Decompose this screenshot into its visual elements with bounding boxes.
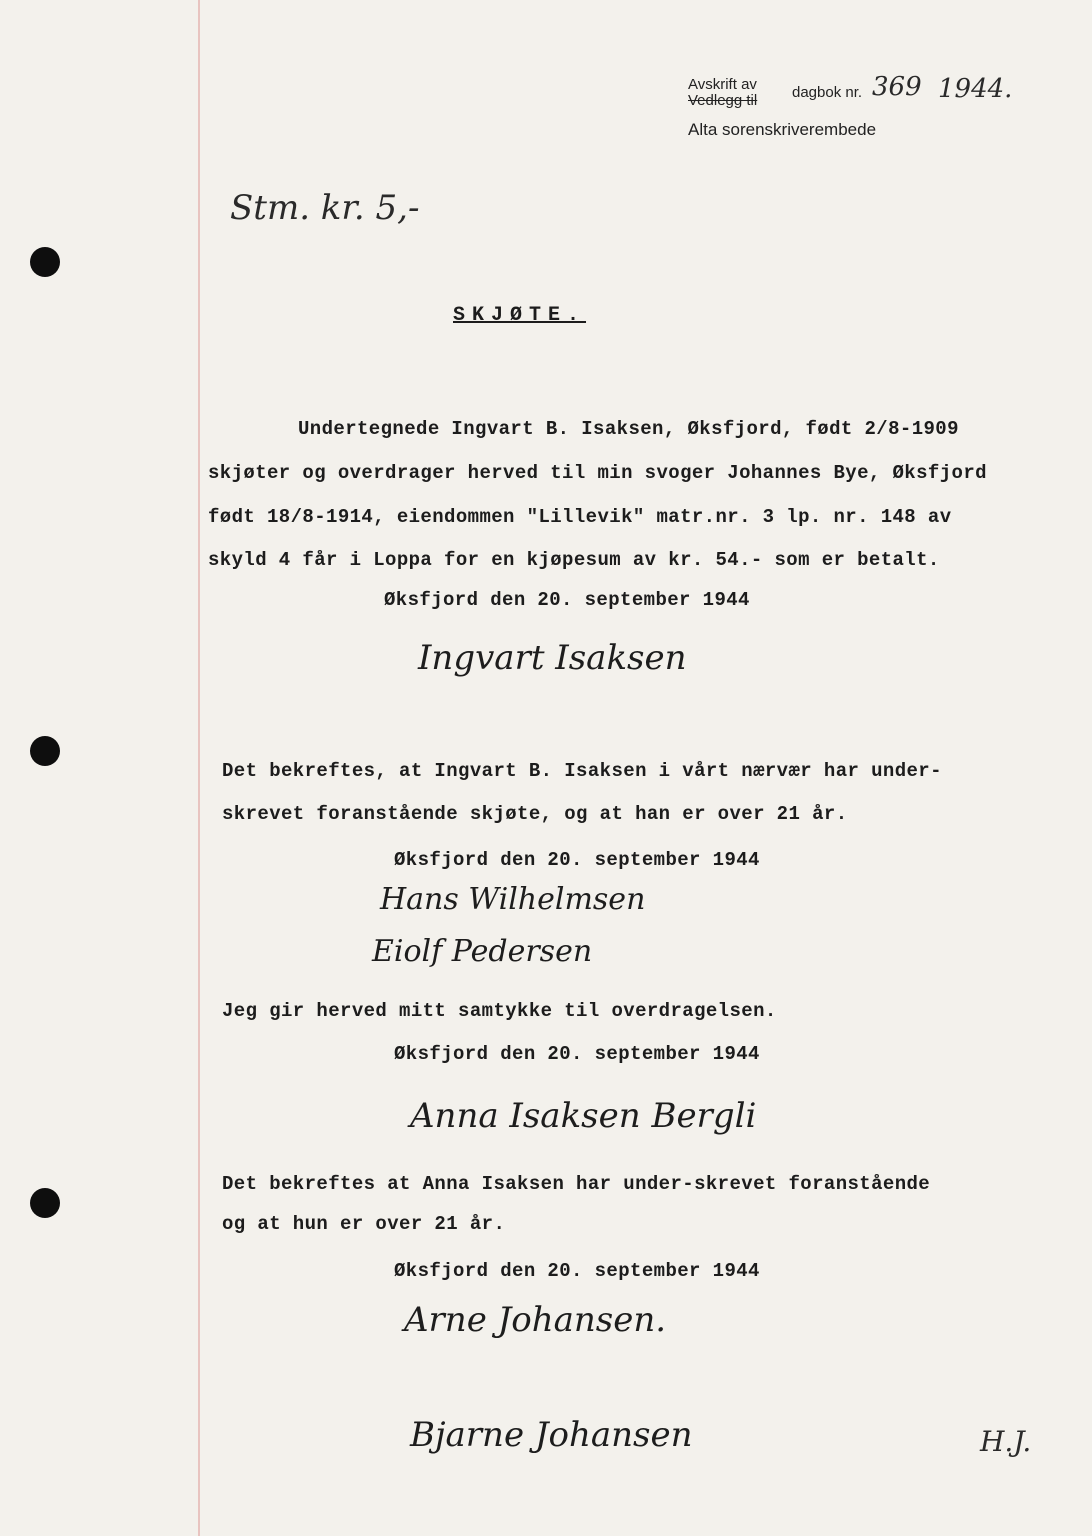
date-2: Øksfjord den 20. september 1944 [394, 849, 760, 871]
confirm-line-1: Det bekreftes at Anna Isaksen har under-skrevet foranstående [222, 1173, 931, 1195]
body-line-4: skyld 4 får i Loppa for en kjøpesum av kr. 54.- som er betalt. [208, 549, 940, 571]
witness-signature-2: Eiolf Pedersen [372, 934, 593, 969]
witness-line-1: Det bekreftes, at Ingvart B. Isaksen i vårt nærvær har under- [222, 760, 942, 782]
signature-anna: Anna Isaksen Bergli [410, 1096, 757, 1136]
witness-signature-1: Hans Wilhelmsen [380, 882, 646, 917]
stamp-dagbok-label: dagbok nr. [792, 84, 863, 101]
initials: H.J. [980, 1425, 1032, 1458]
date-3: Øksfjord den 20. september 1944 [394, 1043, 760, 1065]
signature-ingvart: Ingvart Isaksen [418, 638, 687, 678]
margin-line [198, 0, 200, 1536]
witness-signature-4: Bjarne Johansen [410, 1415, 693, 1455]
consent-line: Jeg gir herved mitt samtykke til overdragelsen. [222, 1000, 777, 1022]
date-4: Øksfjord den 20. september 1944 [394, 1260, 760, 1282]
confirm-line-2: og at hun er over 21 år. [222, 1213, 506, 1235]
punch-hole-middle [30, 736, 60, 766]
witness-line-2: skrevet foranstående skjøte, og at han er over 21 år. [222, 803, 848, 825]
body-line-3: født 18/8-1914, eiendommen "Lillevik" matr.nr. 3 lp. nr. 148 av [208, 506, 952, 528]
body-line-2: skjøter og overdrager herved til min svoger Johannes Bye, Øksfjord [208, 462, 987, 484]
stamp-dagbok-number: 369 [872, 72, 922, 102]
witness-signature-3: Arne Johansen. [404, 1300, 667, 1340]
stamp-year: 1944. [938, 74, 1013, 104]
stamp-vedlegg: Vedlegg til [688, 92, 758, 109]
punch-hole-bottom [30, 1188, 60, 1218]
date-1: Øksfjord den 20. september 1944 [384, 589, 750, 611]
punch-hole-top [30, 247, 60, 277]
body-line-1: Undertegnede Ingvart B. Isaksen, Øksfjord, født 2/8-1909 [298, 418, 959, 440]
stamp-avskrift: Avskrift av [688, 76, 757, 93]
document-title: SKJØTE. [453, 304, 587, 327]
stamp-office: Alta sorenskriverembede [688, 120, 877, 139]
fee-note: Stm. kr. 5,- [230, 188, 420, 228]
